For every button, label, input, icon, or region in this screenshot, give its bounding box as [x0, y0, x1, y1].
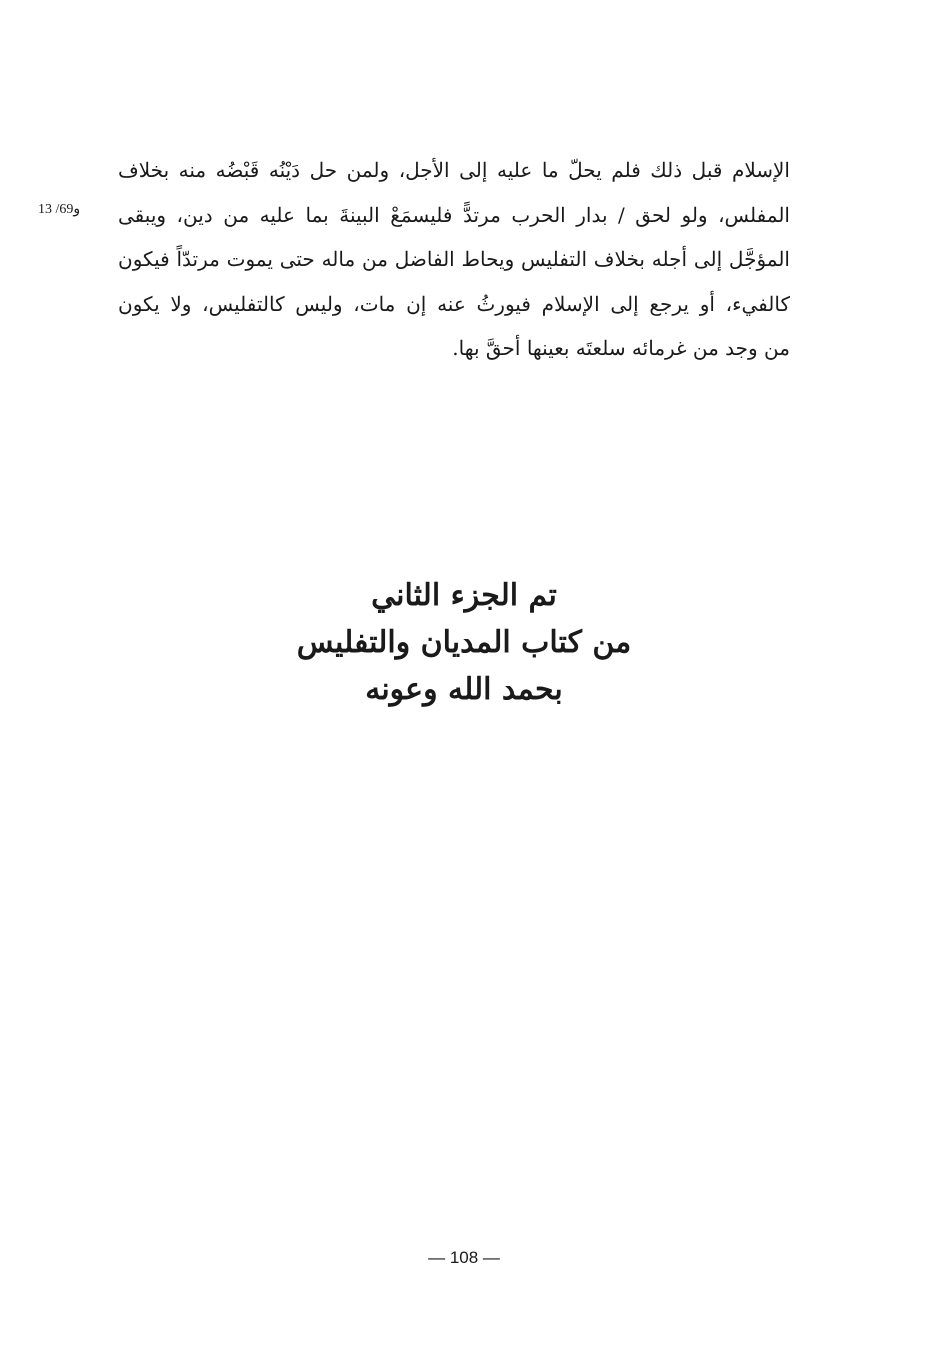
text-line-4: كالفيء، أو يرجع إلى الإسلام فيورثُ عنه إن مات، وليس كالتفليس، ولا يكون [118, 291, 790, 316]
text-line-3: المؤجَّل إلى أجله بخلاف التفليس ويحاط الفاضل من ماله حتى يموت مرتدّاً فيكون [118, 247, 790, 271]
colophon-line-3: بحمد الله وعونه [365, 672, 563, 707]
main-paragraph [118, 148, 790, 371]
page-number: — 108 — [428, 1248, 500, 1267]
text-line-2: المفلس، ولو لحق / بدار الحرب مرتدًّ فليسمَعْ البينةَ بما عليه من دين، ويبقى [118, 202, 790, 227]
text-line-5: من وجد من غرمائه سلعتَه بعينها أحقَّ بها. [452, 336, 790, 360]
colophon-line-1: تم الجزء الثاني [371, 578, 557, 613]
text-line-1: الإسلام قبل ذلك فلم يحلّ ما عليه إلى الأجل، ولمن حل دَيْنُه قَبْضُه منه بخلاف [118, 158, 790, 182]
colophon-line-2: من كتاب المديان والتفليس [296, 625, 632, 660]
colophon [200, 572, 728, 713]
folio-margin-note: 13 /69و [38, 202, 81, 217]
